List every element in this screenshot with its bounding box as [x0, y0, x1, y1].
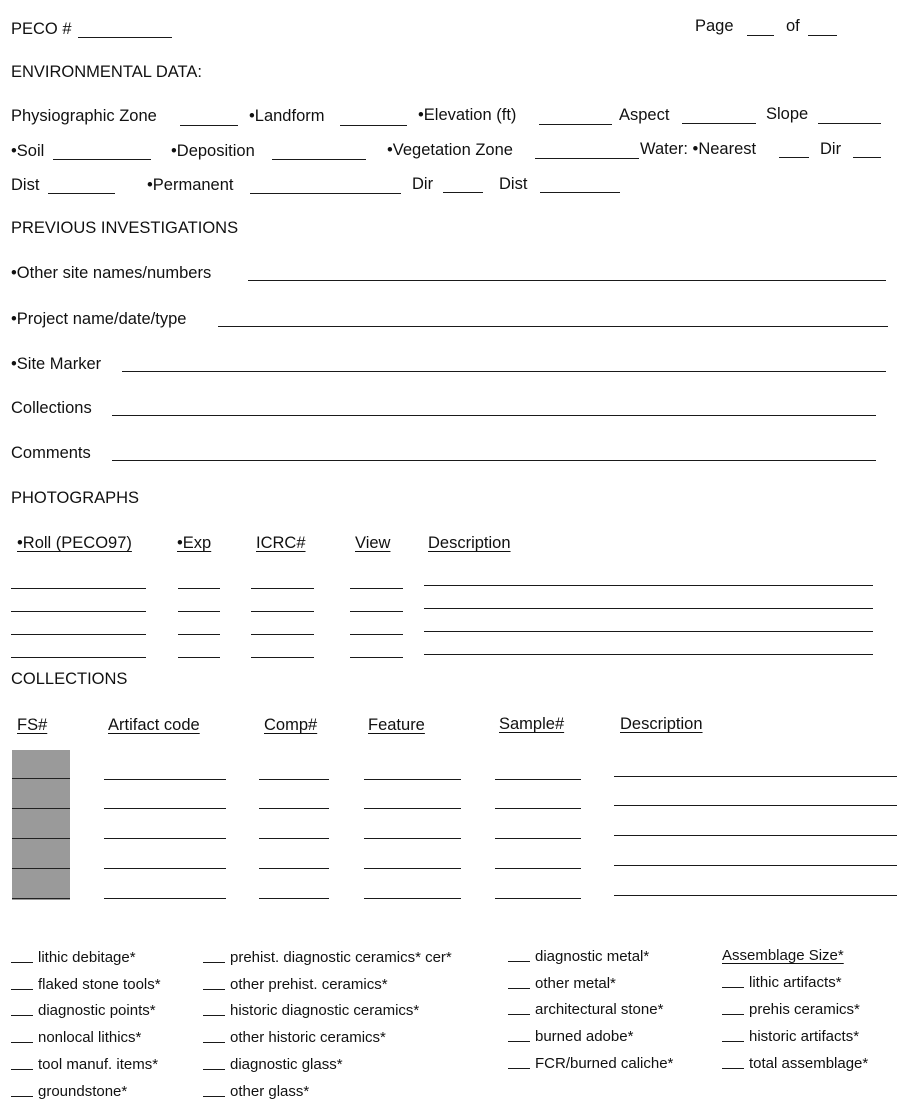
- checklist-item-label: architectural stone*: [535, 1001, 664, 1018]
- check-blank[interactable]: [11, 989, 33, 990]
- water-dir-label: Dir: [820, 140, 842, 158]
- dist-label: Dist: [11, 176, 40, 194]
- checklist-item[interactable]: [11, 1057, 158, 1072]
- artifact-code-field[interactable]: [104, 779, 226, 780]
- slope-field[interactable]: [818, 123, 881, 124]
- peco-number-field[interactable]: [78, 37, 172, 38]
- physiographic-zone-field[interactable]: [180, 125, 238, 126]
- checklist-item[interactable]: [722, 1029, 859, 1044]
- checklist-item-label: diagnostic metal*: [535, 948, 650, 965]
- check-blank[interactable]: [11, 1096, 33, 1097]
- artifact-code-field[interactable]: [104, 898, 226, 899]
- other-site-names-label: •Other site names/numbers: [11, 264, 212, 282]
- photo-col-exp: •Exp: [177, 534, 212, 552]
- collection-col-sample: Sample#: [499, 715, 565, 733]
- collection-col-feature: Feature: [368, 716, 425, 734]
- feature-field[interactable]: [364, 838, 461, 839]
- checklist-item-label: historic diagnostic ceramics*: [230, 1002, 420, 1019]
- fs-box-divider: [12, 838, 70, 839]
- artifact-code-field[interactable]: [104, 868, 226, 869]
- photographs-heading: PHOTOGRAPHS: [11, 489, 140, 507]
- sample-field[interactable]: [495, 779, 581, 780]
- collection-col-fs: FS#: [17, 716, 48, 734]
- checklist-item-label: prehis ceramics*: [749, 1001, 860, 1018]
- comp-field[interactable]: [259, 838, 329, 839]
- photo-roll-field[interactable]: [11, 588, 146, 589]
- photo-icrc-field[interactable]: [251, 588, 314, 589]
- check-blank[interactable]: [11, 1042, 33, 1043]
- checklist-item[interactable]: [11, 950, 136, 965]
- check-blank[interactable]: [508, 961, 530, 962]
- checklist-item-label: groundstone*: [38, 1083, 128, 1100]
- check-blank[interactable]: [508, 1041, 530, 1042]
- check-blank[interactable]: [722, 1014, 744, 1015]
- checklist-item[interactable]: [722, 1056, 868, 1071]
- artifact-code-field[interactable]: [104, 808, 226, 809]
- assemblage-size-heading: Assemblage Size*: [722, 947, 844, 964]
- photo-view-field[interactable]: [350, 611, 403, 612]
- checklist-item-label: flaked stone tools*: [38, 976, 161, 993]
- photo-exp-field[interactable]: [178, 611, 220, 612]
- checklist-item-label: FCR/burned caliche*: [535, 1055, 674, 1072]
- page-label: Page: [695, 17, 734, 35]
- soil-field[interactable]: [53, 159, 151, 160]
- checklist-item[interactable]: [203, 950, 452, 965]
- checklist-item-label: tool manuf. items*: [38, 1056, 159, 1073]
- check-blank[interactable]: [508, 1068, 530, 1069]
- permanent-dir-label: Dir: [412, 175, 434, 193]
- permanent-dist-label: Dist: [499, 175, 528, 193]
- checklist-item[interactable]: [203, 1084, 309, 1099]
- checklist-item-label: diagnostic points*: [38, 1002, 156, 1019]
- sample-field[interactable]: [495, 838, 581, 839]
- checklist-item[interactable]: [508, 1056, 673, 1071]
- photo-col-description: Description: [428, 534, 511, 552]
- collection-col-comp: Comp#: [264, 716, 318, 734]
- page-total-field[interactable]: [808, 35, 837, 36]
- collection-description-field[interactable]: [614, 805, 897, 806]
- water-nearest-label: Water: •Nearest: [640, 140, 757, 158]
- checklist-item-label: other prehist. ceramics*: [230, 976, 388, 993]
- photo-exp-field[interactable]: [178, 634, 220, 635]
- checklist-item-label: historic artifacts*: [749, 1028, 860, 1045]
- checklist-item-label: total assemblage*: [749, 1055, 869, 1072]
- artifact-code-field[interactable]: [104, 838, 226, 839]
- photo-col-roll: •Roll (PECO97): [17, 534, 132, 552]
- check-blank[interactable]: [203, 1015, 225, 1016]
- environmental-data-heading: ENVIRONMENTAL DATA:: [11, 63, 202, 81]
- peco-number-label: PECO #: [11, 20, 72, 38]
- photo-col-view: View: [355, 534, 391, 552]
- permanent-label: •Permanent: [147, 176, 234, 194]
- fs-box-divider: [12, 868, 70, 869]
- photo-icrc-field[interactable]: [251, 657, 314, 658]
- photo-exp-field[interactable]: [178, 657, 220, 658]
- check-blank[interactable]: [203, 962, 225, 963]
- soil-label: •Soil: [11, 142, 45, 160]
- sample-field[interactable]: [495, 898, 581, 899]
- checklist-item-label: lithic debitage*: [38, 949, 136, 966]
- checklist-item-label: nonlocal lithics*: [38, 1029, 142, 1046]
- fs-box-divider: [12, 778, 70, 779]
- checklist-item[interactable]: [508, 1029, 633, 1044]
- checklist-item-label: diagnostic glass*: [230, 1056, 343, 1073]
- checklist-item-label: other metal*: [535, 975, 616, 992]
- checklist-item[interactable]: [203, 1003, 419, 1018]
- checklist-item[interactable]: [11, 1030, 141, 1045]
- feature-field[interactable]: [364, 898, 461, 899]
- checklist-item-label: other historic ceramics*: [230, 1029, 386, 1046]
- landform-label: •Landform: [249, 107, 325, 125]
- check-blank[interactable]: [508, 988, 530, 989]
- photo-description-field[interactable]: [424, 654, 873, 655]
- check-blank[interactable]: [203, 1069, 225, 1070]
- vegetation-zone-label: •Vegetation Zone: [387, 141, 513, 159]
- checklist-item[interactable]: [11, 1003, 156, 1018]
- feature-field[interactable]: [364, 779, 461, 780]
- collection-description-field[interactable]: [614, 776, 897, 777]
- checklist-item[interactable]: [11, 1084, 127, 1099]
- checklist-item[interactable]: [508, 949, 649, 964]
- water-dir-field[interactable]: [853, 157, 881, 158]
- comp-field[interactable]: [259, 898, 329, 899]
- collection-description-field[interactable]: [614, 895, 897, 896]
- landform-field[interactable]: [340, 125, 407, 126]
- photo-icrc-field[interactable]: [251, 611, 314, 612]
- checklist-item[interactable]: [203, 1030, 386, 1045]
- photo-col-icrc: ICRC#: [256, 534, 306, 552]
- check-blank[interactable]: [11, 1069, 33, 1070]
- checklist-item[interactable]: [722, 975, 842, 990]
- collections-heading: COLLECTIONS: [11, 670, 128, 688]
- checklist-item[interactable]: [508, 976, 616, 991]
- photo-description-field[interactable]: [424, 585, 873, 586]
- aspect-label: Aspect: [619, 106, 670, 124]
- photo-description-field[interactable]: [424, 608, 873, 609]
- comp-field[interactable]: [259, 808, 329, 809]
- check-blank[interactable]: [203, 989, 225, 990]
- checklist-item[interactable]: [203, 1057, 343, 1072]
- comments-label: Comments: [11, 444, 91, 462]
- deposition-field[interactable]: [272, 159, 366, 160]
- feature-field[interactable]: [364, 808, 461, 809]
- collections-label: Collections: [11, 399, 92, 417]
- checklist-item-label: other glass*: [230, 1083, 310, 1100]
- comp-field[interactable]: [259, 868, 329, 869]
- photo-view-field[interactable]: [350, 588, 403, 589]
- feature-field[interactable]: [364, 868, 461, 869]
- water-nearest-field[interactable]: [779, 157, 809, 158]
- elevation-field[interactable]: [539, 124, 612, 125]
- check-blank[interactable]: [203, 1096, 225, 1097]
- checklist-item-label: prehist. diagnostic ceramics* cer*: [230, 949, 452, 966]
- previous-investigations-heading: PREVIOUS INVESTIGATIONS: [11, 219, 239, 237]
- permanent-field[interactable]: [250, 193, 401, 194]
- collection-col-description: Description: [620, 715, 703, 733]
- fs-box-divider: [12, 808, 70, 809]
- collection-description-field[interactable]: [614, 835, 897, 836]
- permanent-dist-field[interactable]: [540, 192, 620, 193]
- site-marker-label: •Site Marker: [11, 355, 102, 373]
- permanent-dir-field[interactable]: [443, 192, 483, 193]
- vegetation-zone-field[interactable]: [535, 158, 639, 159]
- check-blank[interactable]: [203, 1042, 225, 1043]
- collections-field[interactable]: [112, 415, 876, 416]
- collection-col-artifact-code: Artifact code: [108, 716, 200, 734]
- check-blank[interactable]: [11, 962, 33, 963]
- check-blank[interactable]: [722, 1041, 744, 1042]
- photo-view-field[interactable]: [350, 634, 403, 635]
- photo-exp-field[interactable]: [178, 588, 220, 589]
- other-site-names-field[interactable]: [248, 280, 886, 281]
- checklist-item[interactable]: [11, 977, 161, 992]
- dist-field[interactable]: [48, 193, 115, 194]
- checklist-item[interactable]: [203, 977, 388, 992]
- fs-number-shaded-box: [12, 750, 70, 900]
- photo-view-field[interactable]: [350, 657, 403, 658]
- checklist-item[interactable]: [722, 1002, 860, 1017]
- slope-label: Slope: [766, 105, 809, 123]
- elevation-label: •Elevation (ft): [418, 106, 517, 124]
- site-marker-field[interactable]: [122, 371, 886, 372]
- sample-field[interactable]: [495, 808, 581, 809]
- photo-icrc-field[interactable]: [251, 634, 314, 635]
- physiographic-zone-label: Physiographic Zone: [11, 107, 157, 125]
- project-name-label: •Project name/date/type: [11, 310, 187, 328]
- check-blank[interactable]: [11, 1015, 33, 1016]
- aspect-field[interactable]: [682, 123, 756, 124]
- project-name-field[interactable]: [218, 326, 888, 327]
- page-number-field[interactable]: [747, 35, 774, 36]
- collection-description-field[interactable]: [614, 865, 897, 866]
- comp-field[interactable]: [259, 779, 329, 780]
- check-blank[interactable]: [508, 1014, 530, 1015]
- check-blank[interactable]: [722, 1068, 744, 1069]
- page-of-label: of: [786, 17, 800, 35]
- comments-field[interactable]: [112, 460, 876, 461]
- deposition-label: •Deposition: [171, 142, 255, 160]
- fs-box-divider: [12, 898, 70, 899]
- checklist-item[interactable]: [508, 1002, 663, 1017]
- photo-roll-field[interactable]: [11, 634, 146, 635]
- checklist-item-label: burned adobe*: [535, 1028, 634, 1045]
- photo-roll-field[interactable]: [11, 611, 146, 612]
- photo-description-field[interactable]: [424, 631, 873, 632]
- checklist-item-label: lithic artifacts*: [749, 974, 842, 991]
- photo-roll-field[interactable]: [11, 657, 146, 658]
- sample-field[interactable]: [495, 868, 581, 869]
- check-blank[interactable]: [722, 987, 744, 988]
